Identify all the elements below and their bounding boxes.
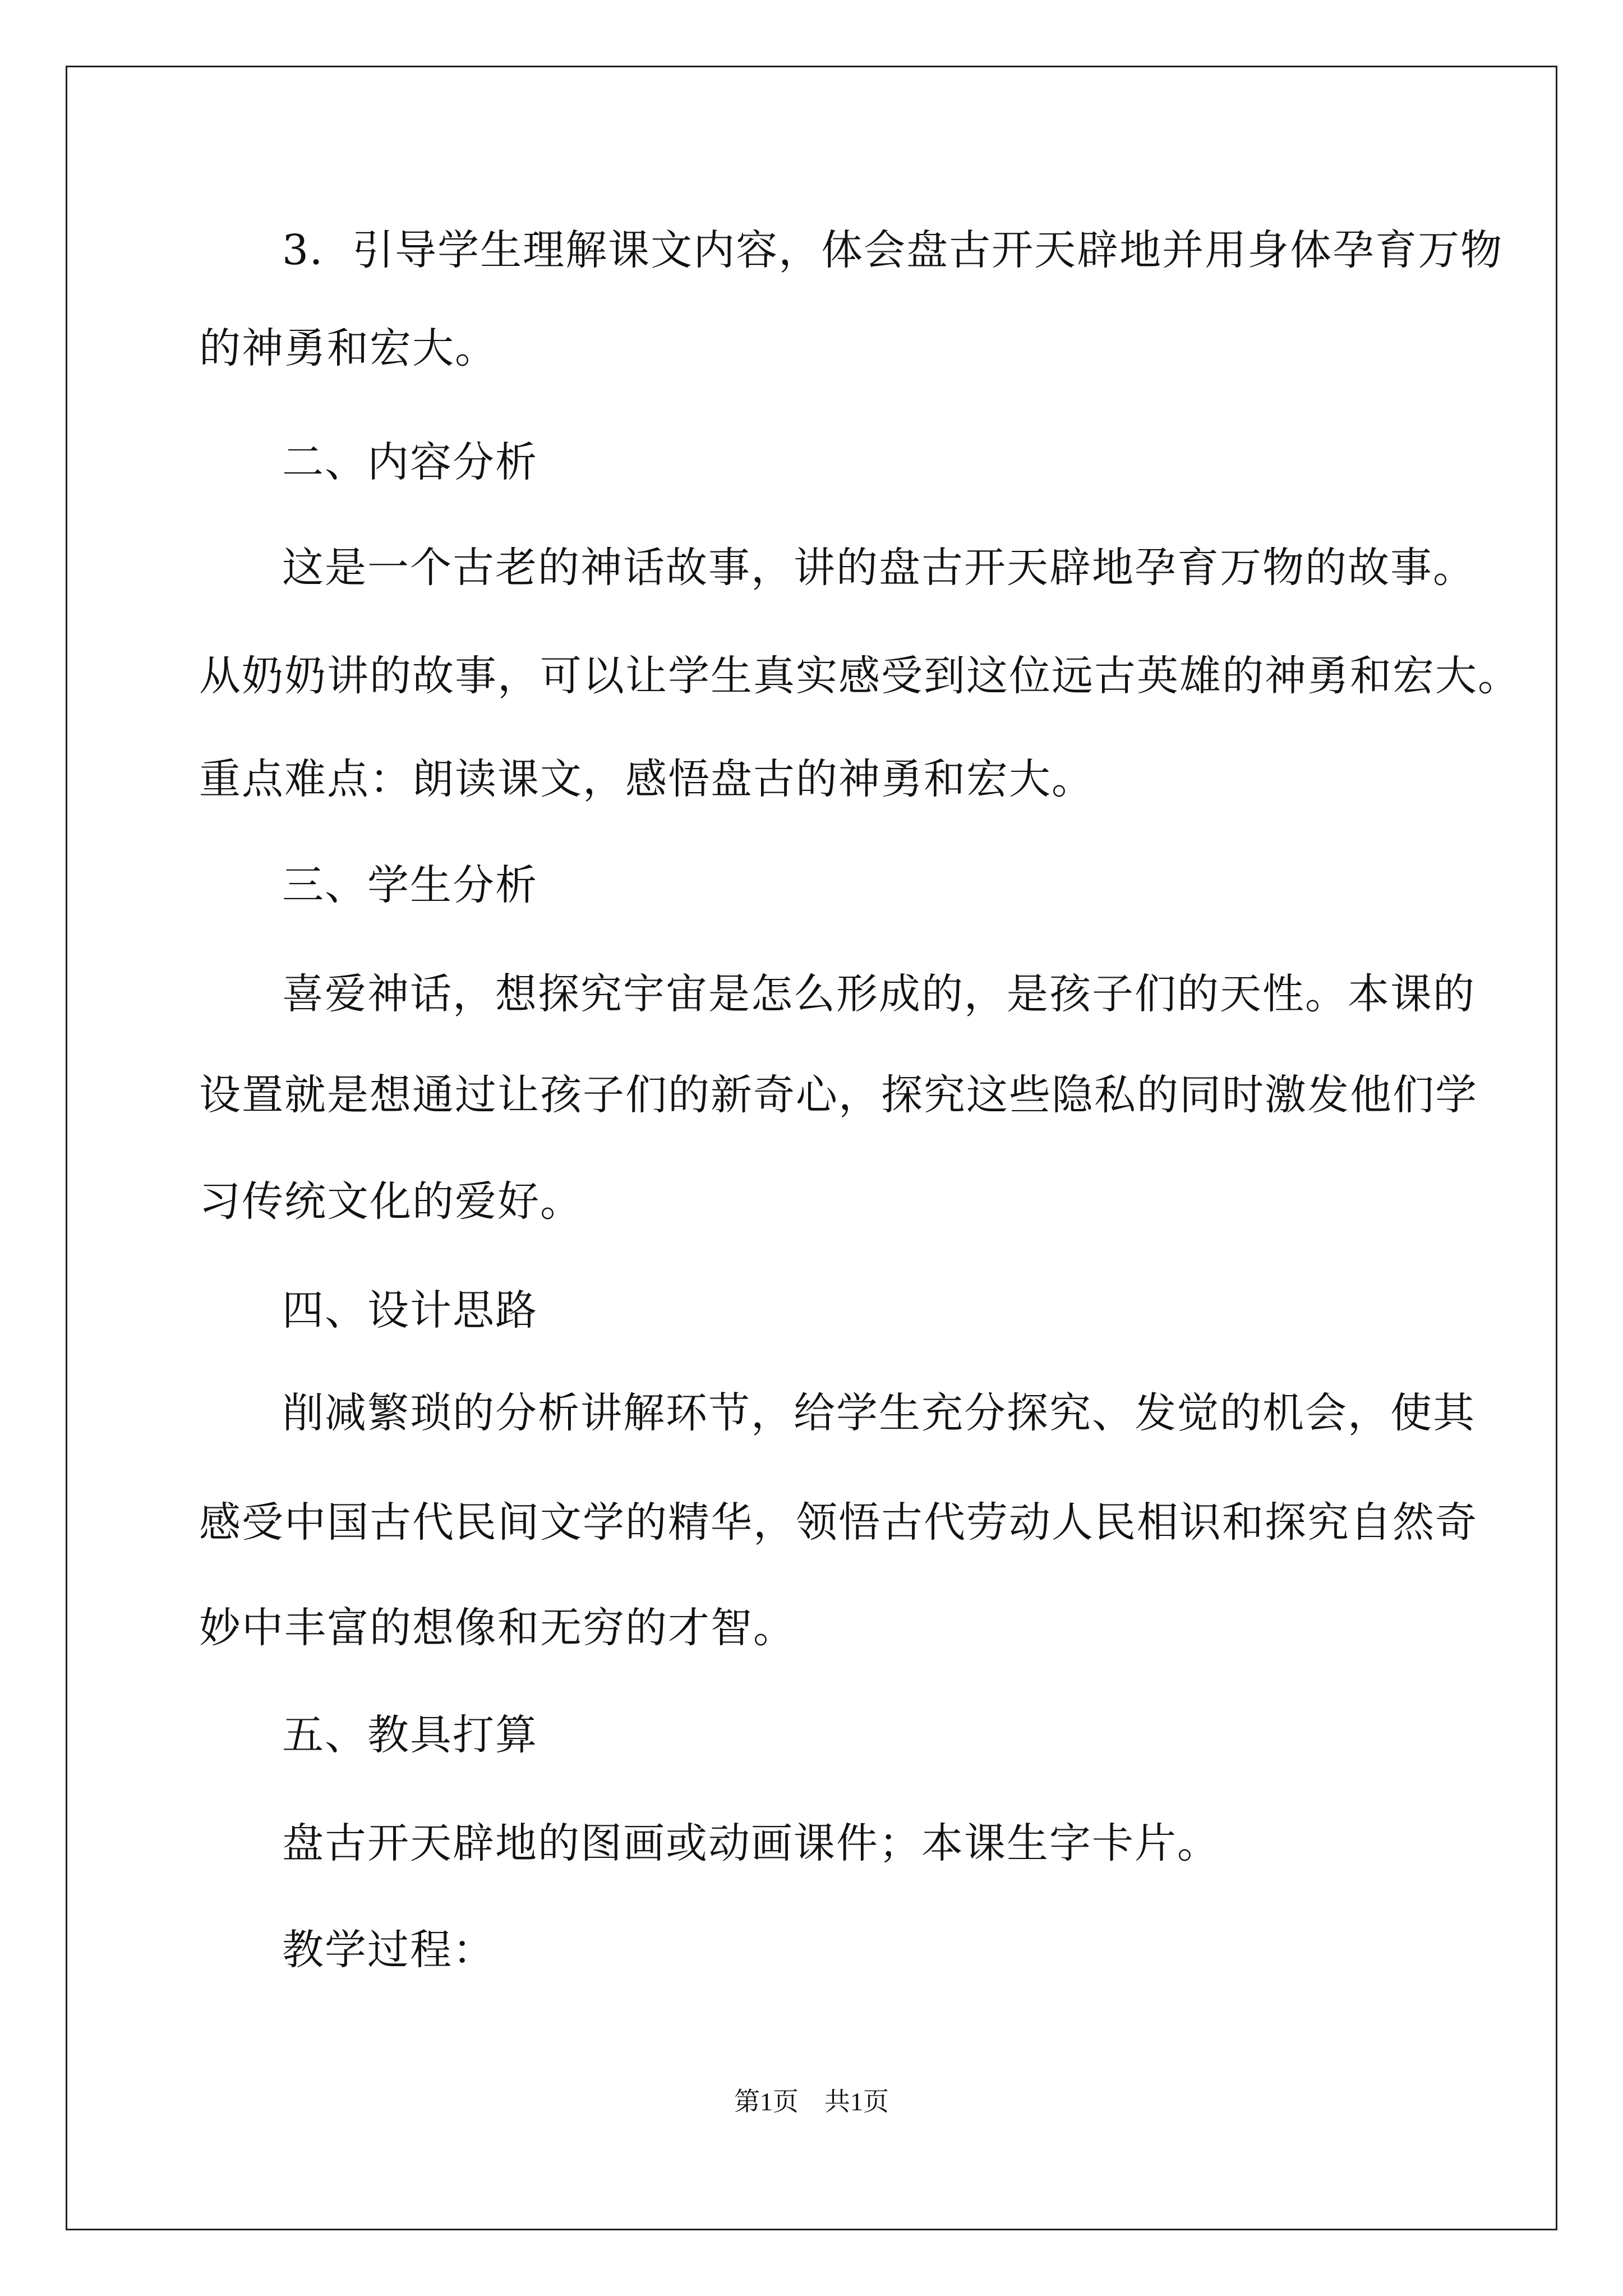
page-border	[66, 66, 1557, 2230]
paragraph-design-line-2: 感受中国古代民间文学的精华，领悟古代劳动人民相识和探究自然奇	[199, 1498, 1478, 1547]
paragraph-student-line-2: 设置就是想通过让孩子们的新奇心，探究这些隐私的同时激发他们学	[199, 1071, 1478, 1119]
heading-student-analysis: 三、学生分析	[282, 861, 538, 909]
page-number: 第1页 共1页	[734, 2087, 889, 2116]
paragraph-student-line-3: 习传统文化的爱好。	[199, 1177, 583, 1226]
paragraph-student-line-1: 喜爱神话，想探究宇宙是怎么形成的，是孩子们的天性。本课的	[282, 970, 1476, 1018]
heading-teaching-process: 教学过程：	[282, 1926, 495, 1974]
paragraph-content-line-1: 这是一个古老的神话故事，讲的盘古开天辟地孕育万物的故事。	[282, 544, 1476, 592]
paragraph-objective-3-line-1: 3．引导学生理解课文内容，体会盘古开天辟地并用身体孕育万物	[282, 226, 1504, 274]
paragraph-design-line-3: 妙中丰富的想像和无穷的才智。	[199, 1604, 796, 1652]
paragraph-key-points: 重点难点：朗读课文，感悟盘古的神勇和宏大。	[199, 755, 1094, 803]
heading-teaching-aids: 五、教具打算	[282, 1711, 538, 1759]
heading-content-analysis: 二、内容分析	[282, 438, 538, 486]
paragraph-design-line-1: 削减繁琐的分析讲解环节，给学生充分探究、发觉的机会，使其	[282, 1389, 1476, 1437]
paragraph-teaching-aids: 盘古开天辟地的图画或动画课件；本课生字卡片。	[282, 1819, 1220, 1867]
paragraph-content-line-2: 从奶奶讲的故事，可以让学生真实感受到这位远古英雄的神勇和宏大。	[199, 652, 1520, 700]
paragraph-objective-3-line-2: 的神勇和宏大。	[199, 324, 497, 372]
heading-design-idea: 四、设计思路	[282, 1286, 538, 1335]
